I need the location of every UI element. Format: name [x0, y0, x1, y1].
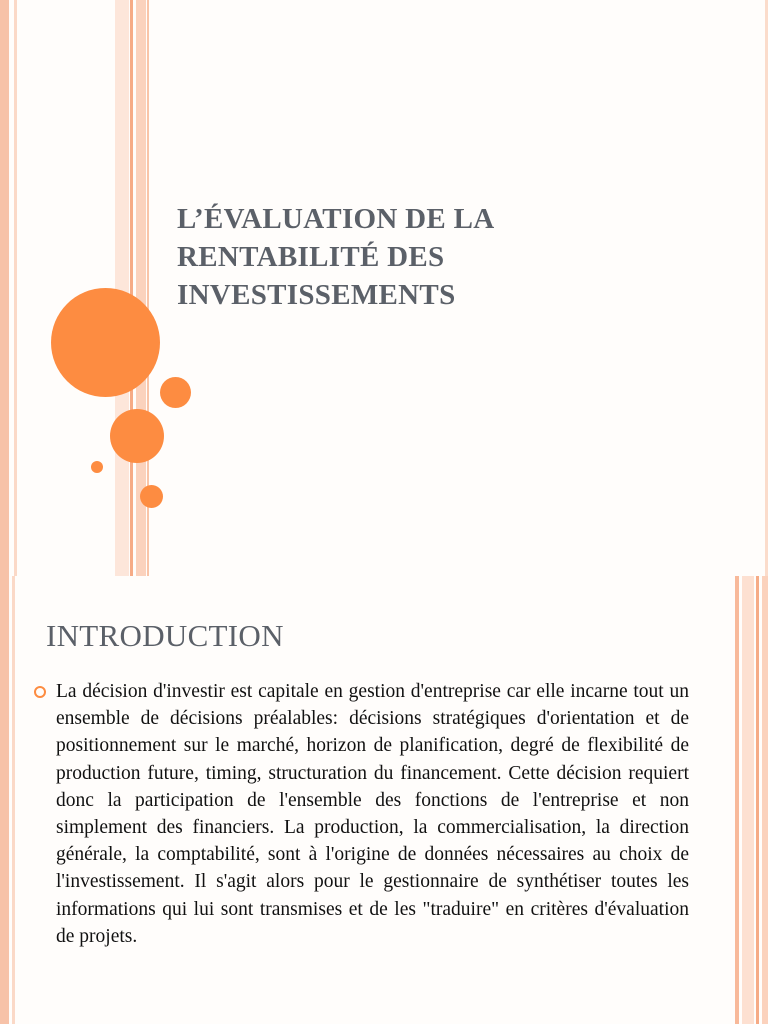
left-stripe	[0, 0, 9, 576]
decorative-stripe	[130, 0, 133, 576]
decorative-circle-large	[51, 288, 160, 397]
title-line: INVESTISSEMENTS	[177, 279, 456, 311]
section-heading: INTRODUCTION	[46, 618, 284, 653]
right-stripe	[742, 576, 754, 1024]
decorative-circle-small	[140, 485, 163, 508]
title-line: RENTABILITÉ DES	[177, 241, 445, 273]
left-stripe	[0, 576, 9, 1024]
right-stripe	[762, 576, 768, 1024]
decorative-circle-small	[160, 377, 191, 408]
title-line: L’ÉVALUATION DE LA	[177, 203, 495, 235]
bullet-circle-icon	[34, 686, 46, 698]
decorative-circle-medium	[110, 409, 164, 463]
left-stripe-line	[12, 576, 15, 1024]
left-stripe-line	[14, 0, 17, 576]
decorative-circle-tiny	[91, 461, 103, 473]
bullet-paragraph: La décision d'investir est capitale en gestion d'entreprise car elle incarne tout un ensemble de décisions préalables: décisions stratégiques d'orientation et de positionnement sur le marché, horizon de planification, degré de flexibilité de production future, timing, structuration du financement. Cette décision requiert donc la participation de l'ensemble des fonctions de l'entreprise et non simplement des financiers. La production, la commercialisation, la direction générale, la comptabilité, sont à l'origine de données nécessaires au choix de l'investissement. Il s'agit alors pour le gestionnaire de synthétiser toutes les informations qui lui sont transmises et de les "traduire" en critères d'évaluation de projets.	[56, 681, 689, 947]
right-stripe	[735, 576, 739, 1024]
slide-title	[177, 200, 737, 314]
right-stripe	[756, 576, 759, 1024]
introduction-slide	[0, 576, 768, 1024]
decorative-stripe	[115, 0, 129, 576]
